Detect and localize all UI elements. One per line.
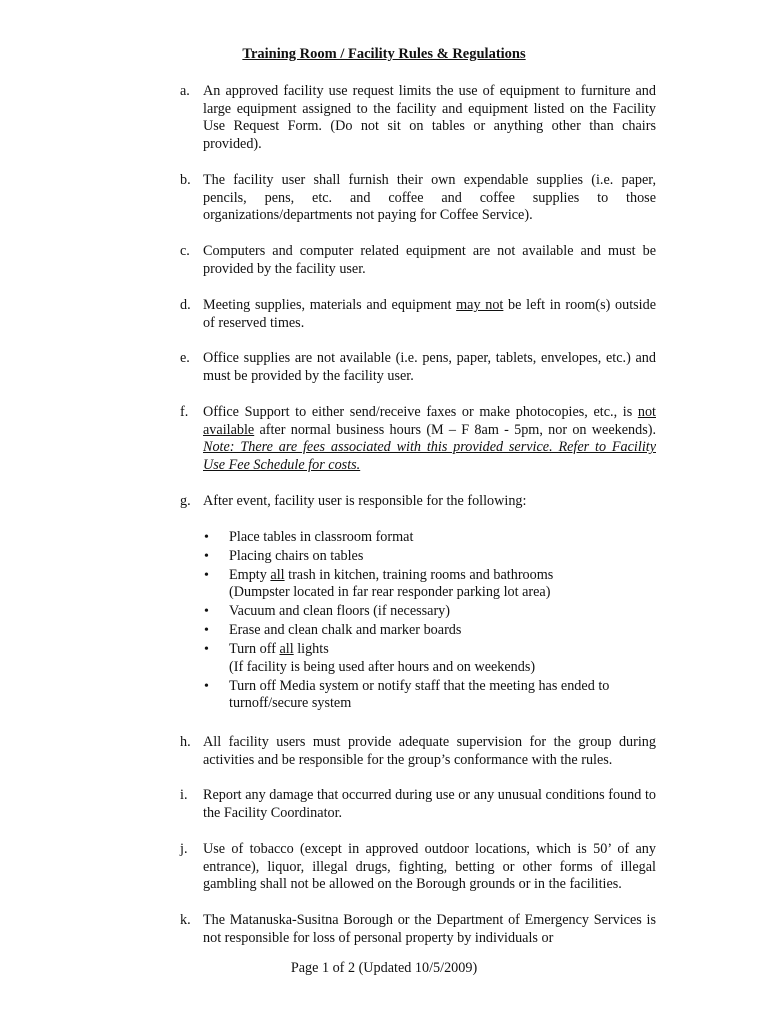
emphasis-underline: all: [270, 566, 285, 583]
item-text: Office Support to either send/receive faxes or make photocopies, etc., is not available after normal business hours (M – F 8am - 5pm, nor on weekends). Note: There are fees associated with this provided service. Refer to Facility Use Fee Schedule for costs.: [203, 404, 656, 473]
item-label: a.: [180, 83, 190, 99]
fee-note: Note: There are fees associated with this provided service. Refer to Facility Use Fee Schedule for costs.: [203, 439, 656, 473]
list-item: • Vacuum and clean floors (if necessary): [204, 603, 450, 620]
item-label: b.: [180, 172, 191, 188]
list-item: • Turn off Media system or notify staff that the meeting has ended to turnoff/secure system: [204, 677, 610, 712]
rule-item-j: [180, 841, 656, 894]
item-text: An approved facility use request limits the use of equipment to furniture and large equipment assigned to the facility and equipment listed on the Facility Use Request Form. (Do not sit on tables or anything other than chairs provided).: [203, 83, 656, 152]
list-item: • Turn off all lights (If facility is being used after hours and on weekends): [204, 641, 536, 675]
item-text: All facility users must provide adequate supervision for the group during activities and be responsible for the group’s conformance with the rules.: [203, 734, 656, 768]
rule-item-e: [180, 350, 656, 385]
item-label: f.: [180, 404, 189, 420]
rule-item-f: [180, 404, 656, 474]
after-event-checklist: [202, 529, 656, 714]
bullet-icon: •: [204, 623, 209, 639]
item-text: The Matanuska-Susitna Borough or the Department of Emergency Services is not responsible for loss of personal property by individuals or: [203, 912, 656, 946]
item-text: After event, facility user is responsible for the following:: [203, 493, 527, 509]
page-footer: Page 1 of 2 (Updated 10/5/2009): [290, 960, 478, 976]
bullet-icon: •: [204, 567, 209, 583]
item-label: j.: [180, 841, 188, 857]
bullet-icon: •: [204, 548, 209, 564]
list-item-note: (Dumpster located in far rear responder parking lot area): [229, 584, 551, 601]
rule-item-i: [180, 787, 656, 822]
bullet-icon: •: [204, 678, 209, 694]
item-text: The facility user shall furnish their own expendable supplies (i.e. paper, pencils, pens, etc. and coffee and coffee supplies to those organizations/departments not paying for Coffee Service).: [203, 172, 656, 224]
list-item-note: (If facility is being used after hours and on weekends): [229, 658, 536, 675]
item-text: Office supplies are not available (i.e. pens, paper, tablets, envelopes, etc.) and must be provided by the facility user.: [203, 350, 656, 384]
item-label: g.: [180, 493, 191, 509]
page-title: Training Room / Facility Rules & Regulations: [242, 46, 526, 62]
item-label: i.: [180, 787, 188, 803]
bullet-icon: •: [204, 604, 209, 620]
item-label: e.: [180, 350, 190, 366]
bullet-icon: •: [204, 642, 209, 658]
item-label: d.: [180, 297, 191, 313]
list-item: • Empty all trash in kitchen, training rooms and bathrooms (Dumpster located in far rear responder parking lot area): [204, 566, 554, 601]
emphasis-underline: may not: [456, 297, 504, 313]
item-text: Use of tobacco (except in approved outdoor locations, which is 50’ of any entrance), liquor, illegal drugs, fighting, betting or other forms of illegal gambling shall not be allowed on the Borough grounds or in the facilities.: [203, 841, 656, 893]
rule-item-h: [180, 734, 656, 769]
rule-item-d: [180, 297, 656, 332]
item-label: k.: [180, 912, 191, 928]
rule-item-b: [180, 172, 656, 225]
item-text: Computers and computer related equipment are not available and must be provided by the facility user.: [203, 243, 656, 277]
item-label: c.: [180, 243, 190, 259]
item-text: Report any damage that occurred during use or any unusual conditions found to the Facility Coordinator.: [203, 787, 656, 821]
rule-item-a: [180, 83, 656, 153]
emphasis-underline: all: [279, 641, 294, 658]
rule-item-c: [180, 243, 656, 278]
emphasis-underline: not available: [203, 404, 656, 438]
item-label: h.: [180, 734, 191, 750]
list-item: • Erase and clean chalk and marker boards: [204, 622, 462, 639]
list-item: • Place tables in classroom format: [204, 529, 414, 545]
list-item: • Placing chairs on tables: [204, 547, 364, 564]
rule-item-g: [180, 493, 656, 511]
item-text: Meeting supplies, materials and equipment may not be left in room(s) outside of reserved times.: [203, 297, 657, 331]
rule-item-k: [180, 912, 656, 947]
bullet-icon: •: [204, 530, 209, 545]
